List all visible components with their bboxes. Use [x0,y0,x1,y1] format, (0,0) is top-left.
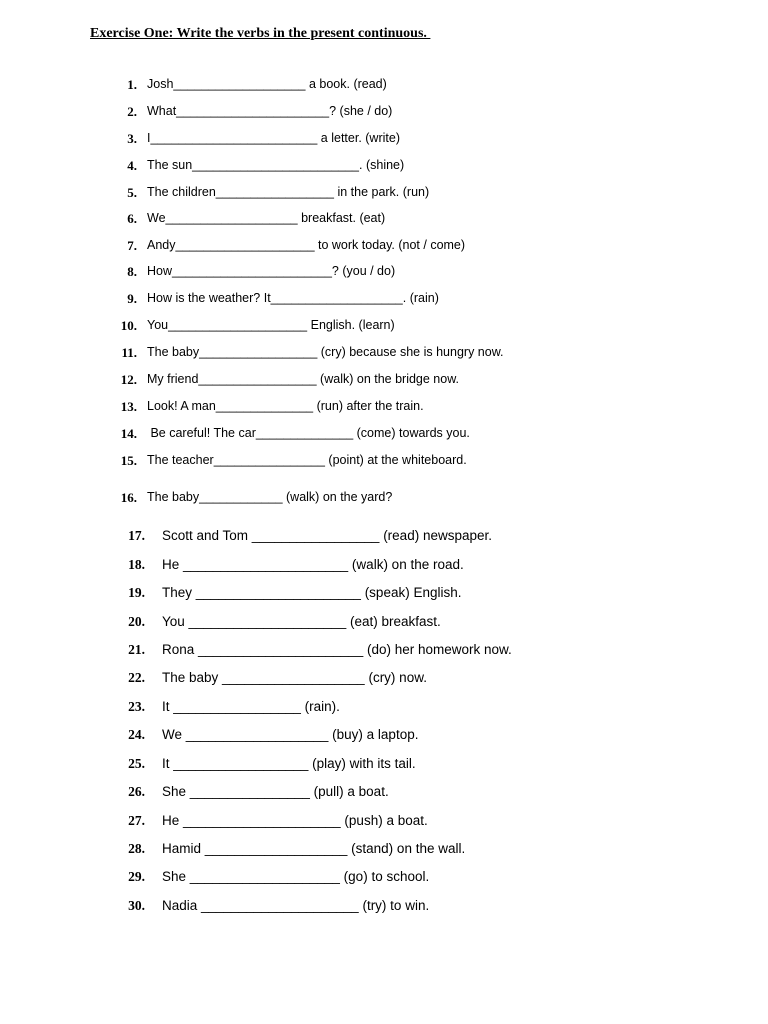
item-number: 23. [128,699,145,714]
item-sentence: What______________________? (she / do) [147,104,393,118]
item-sentence: She ________________ (pull) a boat. [162,784,389,799]
item-sentence: The baby ___________________ (cry) now. [162,670,427,685]
page-title: Exercise One: Write the verbs in the present continuous. [90,26,431,41]
item-number: 25. [128,756,145,771]
item-sentence: Hamid ___________________ (stand) on the wall. [162,841,466,856]
item-number: 19. [128,585,145,600]
item-sentence: Be careful! The car______________ (come) towards you. [147,426,470,440]
item-sentence: Look! A man______________ (run) after the train. [147,399,424,413]
item-sentence: Rona ______________________ (do) her homework now. [162,642,512,657]
item-number: 22. [128,670,145,685]
item-number: 5. [127,185,137,200]
item-number: 8. [127,264,137,279]
item-sentence: How is the weather? It___________________. (rain) [147,291,439,305]
item-sentence: He ______________________ (walk) on the road. [162,557,464,572]
item-sentence: The sun________________________. (shine) [147,158,405,172]
item-number: 15. [120,453,137,468]
item-sentence: Andy____________________ to work today. (not / come) [147,238,466,252]
item-number: 3. [127,131,137,146]
item-number: 26. [128,784,145,799]
item-number: 17. [128,528,145,543]
item-sentence: It __________________ (play) with its tail. [162,756,416,771]
item-number: 18. [128,557,145,572]
item-number: 1. [127,77,137,92]
item-sentence: They ______________________ (speak) English. [162,585,462,600]
item-sentence: I________________________ a letter. (write) [147,131,400,145]
item-sentence: Josh___________________ a book. (read) [147,77,387,91]
item-number: 29. [128,869,145,884]
item-sentence: The children_________________ in the park. (run) [147,185,430,199]
item-sentence: The baby____________ (walk) on the yard? [147,490,393,504]
item-sentence: How_______________________? (you / do) [147,264,396,278]
item-number: 16. [120,490,137,505]
item-sentence: She ____________________ (go) to school. [162,869,430,884]
item-number: 27. [128,813,145,828]
item-number: 20. [128,614,145,629]
item-sentence: The teacher________________ (point) at the whiteboard. [147,453,467,467]
item-number: 7. [127,238,137,253]
item-number: 28. [128,841,145,856]
item-number: 21. [128,642,145,657]
item-number: 9. [127,291,137,306]
item-sentence: We___________________ breakfast. (eat) [147,211,386,225]
item-sentence: It _________________ (rain). [162,699,340,714]
item-number: 11. [121,345,137,360]
item-number: 24. [128,727,145,742]
item-number: 6. [127,211,137,226]
item-sentence: My friend_________________ (walk) on the bridge now. [147,372,460,386]
item-number: 2. [127,104,137,119]
item-sentence: He _____________________ (push) a boat. [162,813,428,828]
item-number: 12. [120,372,137,387]
item-sentence: You____________________ English. (learn) [147,318,395,332]
item-sentence: Nadia _____________________ (try) to win. [162,898,430,913]
item-number: 10. [120,318,137,333]
item-number: 14. [120,426,137,441]
item-sentence: The baby_________________ (cry) because she is hungry now. [147,345,504,359]
item-sentence: You _____________________ (eat) breakfast. [162,614,441,629]
item-number: 13. [120,399,137,414]
item-number: 4. [127,158,137,173]
item-sentence: We ___________________ (buy) a laptop. [162,727,419,742]
item-sentence: Scott and Tom _________________ (read) newspaper. [162,528,492,543]
item-number: 30. [128,898,145,913]
